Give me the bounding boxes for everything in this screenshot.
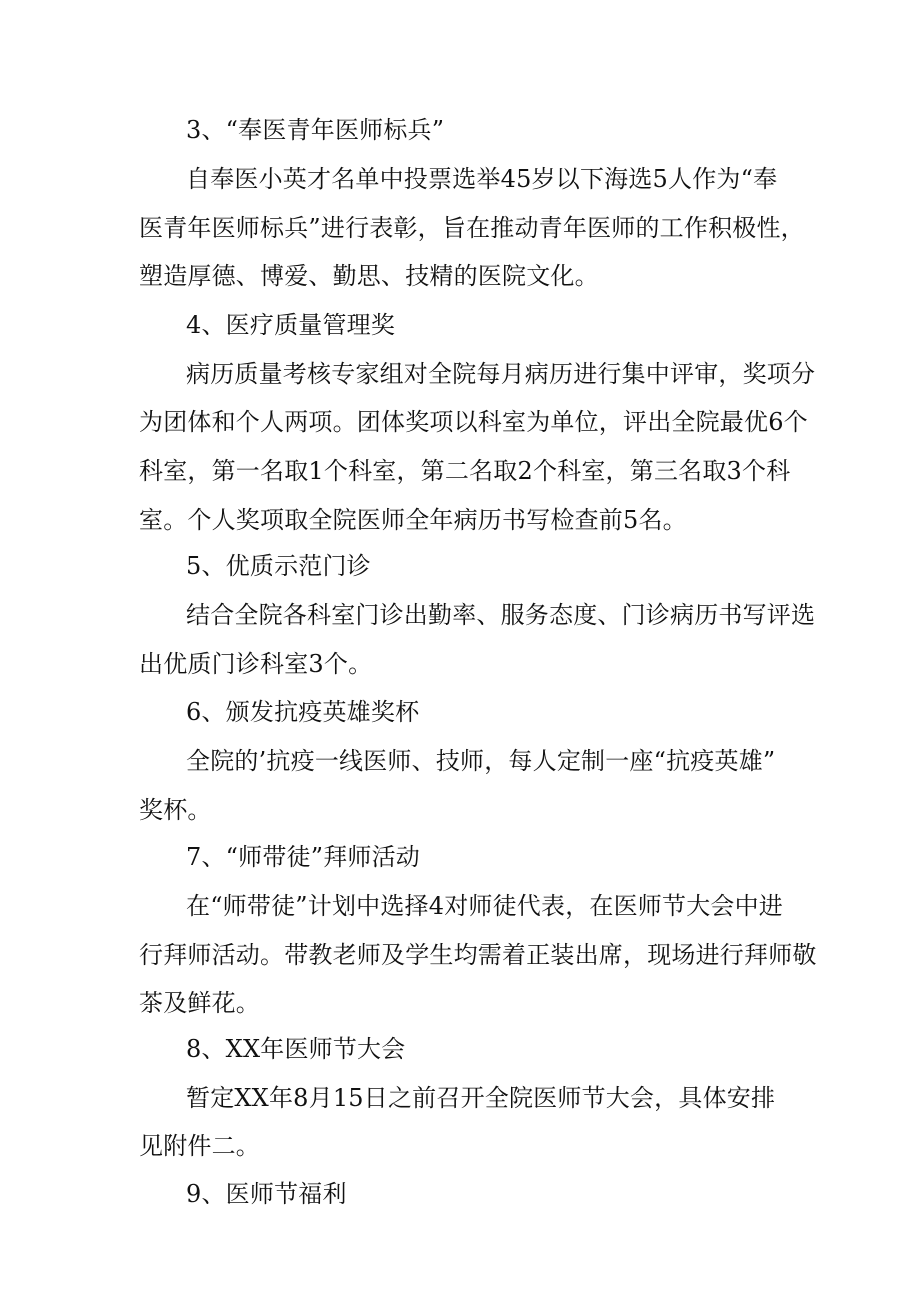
paragraph-line: 奖杯。	[139, 796, 212, 824]
paragraph-line: 见附件二。	[139, 1132, 260, 1160]
section-heading: 6、颁发抗疫英雄奖杯	[186, 698, 420, 726]
paragraph-line: 结合全院各科室门诊出勤率、服务态度、门诊病历书写评选	[186, 601, 816, 629]
paragraph-line: 病历质量考核专家组对全院每月病历进行集中评审，奖项分	[186, 360, 816, 388]
section-heading: 3、“奉医青年医师标兵”	[186, 116, 445, 144]
paragraph-line: 为团体和个人两项。团体奖项以科室为单位，评出全院最优6个	[139, 408, 808, 436]
paragraph-line: 自奉医小英才名单中投票选举45岁以下海选5人作为“奉	[186, 165, 778, 193]
paragraph-line: 在“师带徒”计划中选择4对师徒代表，在医师节大会中进	[186, 892, 784, 920]
paragraph-line: 塑造厚德、博爱、勤思、技精的医院文化。	[139, 262, 599, 290]
section-heading: 4、医疗质量管理奖	[186, 311, 396, 339]
section-heading: 8、XX年医师节大会	[186, 1035, 406, 1063]
paragraph-line: 出优质门诊科室3个。	[139, 650, 373, 678]
paragraph-line: 室。个人奖项取全院医师全年病历书写检查前5名。	[139, 506, 687, 534]
paragraph-line: 全院的’抗疫一线医师、技师，每人定制一座“抗疫英雄”	[186, 747, 776, 775]
paragraph-line: 科室，第一名取1个科室，第二名取2个科室，第三名取3个科	[139, 457, 791, 485]
paragraph-line: 暂定XX年8月15日之前召开全院医师节大会，具体安排	[186, 1084, 776, 1112]
paragraph-line: 行拜师活动。带教老师及学生均需着正装出席，现场进行拜师敬	[139, 941, 817, 969]
section-heading: 7、“师带徒”拜师活动	[186, 843, 421, 871]
paragraph-line: 医青年医师标兵”进行表彰，旨在推动青年医师的工作积极性，	[139, 214, 805, 242]
section-heading: 9、医师节福利	[186, 1180, 347, 1208]
section-heading: 5、优质示范门诊	[186, 552, 371, 580]
paragraph-line: 茶及鲜花。	[139, 989, 260, 1017]
